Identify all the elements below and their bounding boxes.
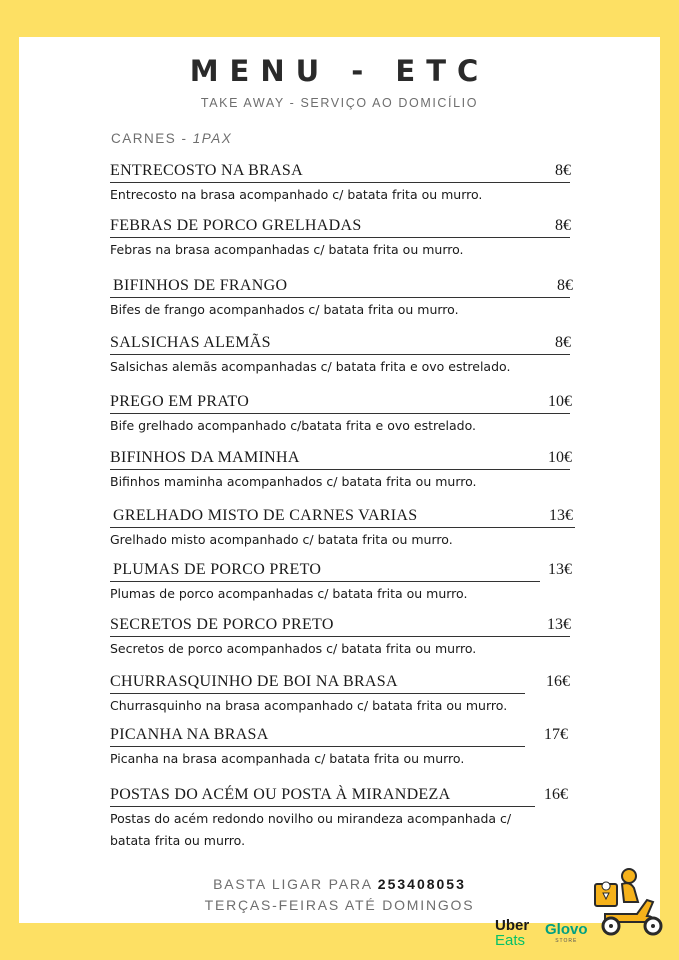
menu-item-divider bbox=[110, 182, 570, 183]
menu-item-divider bbox=[110, 636, 570, 637]
menu-item-price: 8€ bbox=[557, 277, 573, 294]
menu-item-description: Entrecosto na brasa acompanhado c/ batata frita ou murro. bbox=[110, 187, 483, 202]
menu-item-divider bbox=[110, 354, 570, 355]
menu-item-price: 8€ bbox=[555, 334, 571, 351]
menu-item-divider bbox=[110, 806, 535, 807]
menu-item-price: 16€ bbox=[546, 673, 570, 690]
uber-logo-word: Uber bbox=[495, 917, 530, 934]
menu-item-price: 10€ bbox=[548, 449, 572, 466]
uber-eats-logo bbox=[495, 918, 529, 948]
menu-item-name: BIFINHOS DE FRANGO bbox=[113, 277, 288, 294]
menu-item-description: Plumas de porco acompanhadas c/ batata frita ou murro. bbox=[110, 586, 468, 601]
menu-item-price: 8€ bbox=[555, 162, 571, 179]
menu-item-description: Secretos de porco acompanhados c/ batata frita ou murro. bbox=[110, 641, 477, 656]
menu-item-name: PREGO EM PRATO bbox=[110, 393, 250, 410]
menu-item-price: 10€ bbox=[548, 393, 572, 410]
menu-item-price: 17€ bbox=[544, 726, 568, 743]
menu-item-description: batata frita ou murro. bbox=[110, 833, 246, 848]
menu-item-description: Postas do acém redondo novilho ou mirandeza acompanhada c/ bbox=[110, 811, 512, 826]
menu-item-description: Picanha na brasa acompanhada c/ batata frita ou murro. bbox=[110, 751, 465, 766]
footer-call bbox=[0, 876, 679, 892]
phone-number[interactable]: 253408053 bbox=[377, 876, 466, 892]
menu-item-divider bbox=[110, 413, 570, 414]
menu-item-name: POSTAS DO ACÉM OU POSTA À MIRANDEZA bbox=[110, 786, 451, 803]
menu-item-price: 8€ bbox=[555, 217, 571, 234]
menu-item-description: Salsichas alemãs acompanhadas c/ batata frita e ovo estrelado. bbox=[110, 359, 511, 374]
menu-item-divider bbox=[110, 469, 570, 470]
menu-item-price: 13€ bbox=[547, 616, 571, 633]
glovo-store-word: STORE bbox=[555, 938, 578, 944]
menu-item-name: ENTRECOSTO NA BRASA bbox=[110, 162, 303, 179]
menu-item-description: Bifinhos maminha acompanhados c/ batata frita ou murro. bbox=[110, 474, 477, 489]
menu-item-description: Grelhado misto acompanhado c/ batata frita ou murro. bbox=[110, 532, 453, 547]
menu-item-name: SALSICHAS ALEMÃS bbox=[110, 334, 271, 351]
menu-item-description: Bife grelhado acompanhado c/batata frita e ovo estrelado. bbox=[110, 418, 477, 433]
menu-item-divider bbox=[110, 527, 575, 528]
glovo-logo bbox=[545, 922, 588, 944]
menu-item-divider bbox=[110, 581, 540, 582]
menu-item-price: 13€ bbox=[548, 561, 572, 578]
menu-item-name: SECRETOS DE PORCO PRETO bbox=[110, 616, 334, 633]
glovo-logo-word: Glovo bbox=[545, 921, 588, 938]
menu-item-name: BIFINHOS DA MAMINHA bbox=[110, 449, 300, 466]
menu-item-name: PICANHA NA BRASA bbox=[110, 726, 269, 743]
delivery-scooter-icon bbox=[591, 866, 667, 938]
menu-item-name: PLUMAS DE PORCO PRETO bbox=[113, 561, 322, 578]
menu-item-divider bbox=[110, 746, 525, 747]
menu-item-divider bbox=[110, 297, 570, 298]
section-label-italic: 1PAX bbox=[192, 131, 233, 146]
menu-item-name: GRELHADO MISTO DE CARNES VARIAS bbox=[113, 507, 418, 524]
menu-item-divider bbox=[110, 237, 570, 238]
section-label: CARNES - bbox=[111, 131, 193, 146]
menu-item-price: 13€ bbox=[549, 507, 573, 524]
menu-item-description: Bifes de frango acompanhados c/ batata frita ou murro. bbox=[110, 302, 459, 317]
menu-title: MENU - ETC bbox=[189, 54, 490, 88]
footer-schedule: TERÇAS-FEIRAS ATÉ DOMINGOS bbox=[204, 897, 475, 913]
menu-item-name: CHURRASQUINHO DE BOI NA BRASA bbox=[110, 673, 398, 690]
menu-item-price: 16€ bbox=[544, 786, 568, 803]
menu-item-name: FEBRAS DE PORCO GRELHADAS bbox=[110, 217, 362, 234]
section-heading bbox=[111, 131, 232, 146]
menu-item-description: Churrasquinho na brasa acompanhado c/ batata frita ou murro. bbox=[110, 698, 508, 713]
footer-call-label: BASTA LIGAR PARA bbox=[213, 876, 378, 892]
menu-item-divider bbox=[110, 693, 525, 694]
menu-subtitle: TAKE AWAY - SERVIÇO AO DOMICÍLIO bbox=[200, 96, 479, 110]
eats-logo-word: Eats bbox=[495, 932, 526, 949]
menu-item-description: Febras na brasa acompanhadas c/ batata frita ou murro. bbox=[110, 242, 464, 257]
